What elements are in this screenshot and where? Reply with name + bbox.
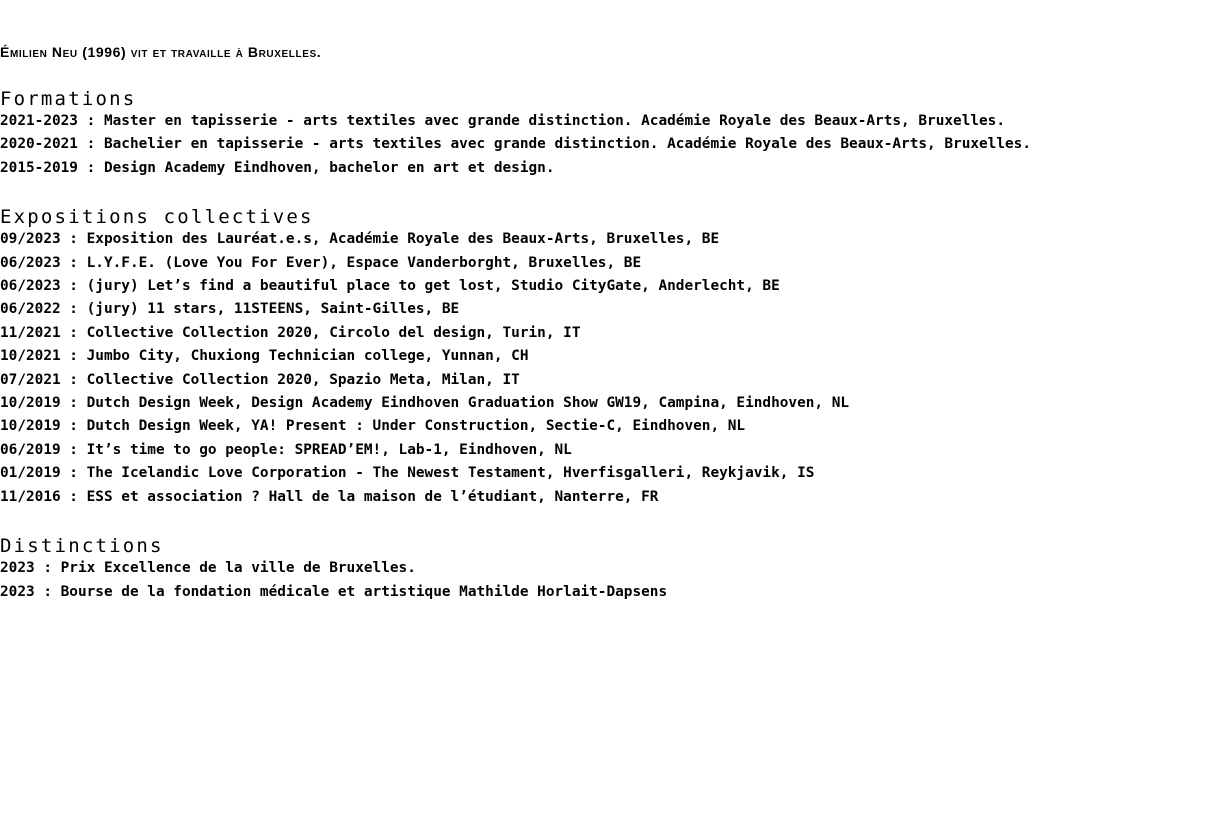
exposition-entry: 10/2021 : Jumbo City, Chuxiong Technician college, Yunnan, CH [0,348,529,365]
formation-entry: 2021-2023 : Master en tapisserie - arts textiles avec grande distinction. Académie Royale des Beaux-Arts, Bruxelles. [0,113,1006,129]
exposition-entry: 10/2019 : Dutch Design Week, YA! Present : Under Construction, Sectie-C, Eindhoven, NL [0,418,746,435]
section-formations [0,88,1224,180]
exposition-entry: 11/2021 : Collective Collection 2020, Circolo del design, Turin, IT [0,324,581,341]
artist-intro: Émilien Neu (1996) vit et travaille à Bruxelles. [0,44,322,60]
exposition-entry: 06/2023 : (jury) Let’s find a beautiful place to get lost, Studio CityGate, Anderlecht, BE [0,278,780,295]
section-title-distinctions: Distinctions [0,535,164,558]
formations-list [0,110,1224,180]
expositions-list [0,228,1224,509]
exposition-entry: 06/2022 : (jury) 11 stars, 11STEENS, Saint-Gilles, BE [0,301,460,318]
formation-entry: 2015-2019 : Design Academy Eindhoven, bachelor en art et design. [0,159,555,176]
section-expositions [0,206,1224,509]
section-title-expositions: Expositions collectives [0,206,314,229]
formation-entry: 2020-2021 : Bachelier en tapisserie - arts textiles avec grande distinction. Académie Royale des Beaux-Arts, Bruxelles. [0,136,1032,153]
exposition-entry: 09/2023 : Exposition des Lauréat.e.s, Académie Royale des Beaux-Arts, Bruxelles, BE [0,231,720,248]
exposition-entry: 07/2021 : Collective Collection 2020, Spazio Meta, Milan, IT [0,371,520,388]
distinction-entry: 2023 : Prix Excellence de la ville de Bruxelles. [0,560,416,577]
exposition-entry: 06/2019 : It’s time to go people: SPREAD’EM!, Lab-1, Eindhoven, NL [0,441,572,458]
section-distinctions [0,535,1224,604]
exposition-entry: 06/2023 : L.Y.F.E. (Love You For Ever), Espace Vanderborght, Bruxelles, BE [0,254,642,271]
distinction-entry: 2023 : Bourse de la fondation médicale et artistique Mathilde Horlait-Dapsens [0,583,668,600]
section-title-formations: Formations [0,88,137,110]
exposition-entry: 01/2019 : The Icelandic Love Corporation - The Newest Testament, Hverfisgalleri, Reykjavik, IS [0,465,815,482]
exposition-entry: 11/2016 : ESS et association ? Hall de la maison de l’étudiant, Nanterre, FR [0,488,659,505]
distinctions-list [0,557,1224,604]
exposition-entry: 10/2019 : Dutch Design Week, Design Academy Eindhoven Graduation Show GW19, Campina, Eindhoven, NL [0,395,850,412]
